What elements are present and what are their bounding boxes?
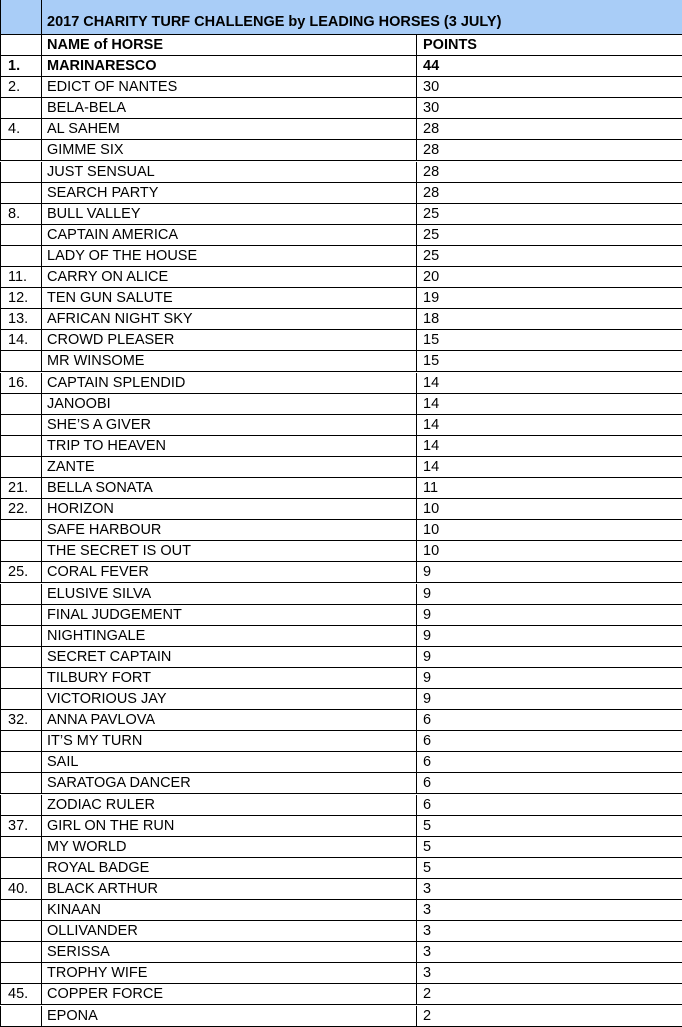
horse-name-cell: CROWD PLEASER (42, 330, 417, 350)
rank-cell (0, 351, 42, 371)
header-name: NAME of HORSE (42, 35, 417, 55)
rank-cell: 4. (0, 119, 42, 139)
table-row (0, 373, 682, 394)
table-row (0, 837, 682, 858)
rank-cell (0, 731, 42, 751)
horse-name-cell: IT’S MY TURN (42, 731, 417, 751)
table-row (0, 710, 682, 731)
horse-name-cell: CAPTAIN SPLENDID (42, 373, 417, 393)
table-row (0, 499, 682, 520)
rank-cell: 32. (0, 710, 42, 730)
points-cell: 10 (423, 522, 440, 539)
table-row (0, 963, 682, 984)
rank-cell (0, 520, 42, 540)
horse-name-cell: MR WINSOME (42, 351, 417, 371)
points-cell: 11 (423, 480, 439, 496)
rank-cell: 16. (0, 373, 42, 393)
points-cell: 14 (423, 374, 440, 391)
rank-cell (0, 140, 42, 160)
table-row (0, 415, 682, 436)
horse-name-cell: MY WORLD (42, 837, 417, 857)
horse-name-cell: THE SECRET IS OUT (42, 541, 417, 561)
points-cell: 10 (423, 501, 440, 518)
table-row (0, 900, 682, 921)
horse-name-cell: ANNA PAVLOVA (42, 710, 417, 730)
horse-name-cell: GIMME SIX (42, 140, 417, 160)
table-row (0, 351, 682, 372)
rank-cell (0, 689, 42, 709)
table-row (0, 457, 682, 478)
table-row (0, 309, 682, 330)
table-row (0, 98, 682, 119)
horse-name-cell: JANOOBI (42, 394, 417, 414)
points-cell: 14 (423, 458, 440, 475)
table-row (0, 921, 682, 942)
title-row (0, 0, 682, 35)
rank-cell (0, 1006, 42, 1026)
rank-cell (0, 921, 42, 941)
horse-name-cell: SARATOGA DANCER (42, 773, 417, 793)
table-row (0, 605, 682, 626)
points-cell: 6 (423, 754, 432, 771)
table-row (0, 816, 682, 837)
rank-cell (0, 162, 42, 182)
rank-cell (0, 225, 42, 245)
horse-name-cell: SAFE HARBOUR (42, 520, 417, 540)
rank-cell (0, 752, 42, 772)
points-cell: 44 (423, 58, 440, 74)
points-cell: 15 (423, 332, 440, 349)
rank-cell (0, 394, 42, 414)
points-cell: 9 (423, 669, 432, 686)
rank-cell (0, 415, 42, 435)
horse-name-cell: VICTORIOUS JAY (42, 689, 417, 709)
rank-cell: 14. (0, 330, 42, 350)
table-title: 2017 CHARITY TURF CHALLENGE by LEADING HORSES (3 JULY) (47, 14, 502, 30)
table-row (0, 858, 682, 879)
horse-name-cell: AL SAHEM (42, 119, 417, 139)
rank-cell: 8. (0, 204, 42, 224)
rank-cell (0, 98, 42, 118)
table-row (0, 773, 682, 794)
horse-name-cell: TROPHY WIFE (42, 963, 417, 983)
points-cell: 18 (423, 311, 440, 328)
title-corner-cell (0, 0, 42, 35)
horse-name-cell: KINAAN (42, 900, 417, 920)
horse-name-cell: NIGHTINGALE (42, 626, 417, 646)
points-cell: 14 (423, 395, 440, 412)
table-row (0, 225, 682, 246)
header-points: POINTS (423, 37, 477, 53)
rank-cell (0, 795, 42, 815)
points-cell: 28 (423, 184, 440, 201)
points-cell: 25 (423, 226, 440, 243)
horse-name-cell: GIRL ON THE RUN (42, 816, 417, 836)
horse-name-cell: BELLA SONATA (42, 478, 417, 498)
horse-name-cell: AFRICAN NIGHT SKY (42, 309, 417, 329)
rank-cell (0, 942, 42, 962)
horse-name-cell: SEARCH PARTY (42, 183, 417, 203)
table-row (0, 56, 682, 77)
table-row (0, 668, 682, 689)
rank-cell (0, 436, 42, 456)
rank-cell (0, 858, 42, 878)
horse-name-cell: CARRY ON ALICE (42, 267, 417, 287)
points-cell: 3 (423, 944, 432, 961)
horse-name-cell: HORIZON (42, 499, 417, 519)
points-cell: 28 (423, 121, 440, 138)
horse-name-cell: ZODIAC RULER (42, 795, 417, 815)
rank-cell (0, 541, 42, 561)
table-row (0, 394, 682, 415)
table-row (0, 520, 682, 541)
points-cell: 6 (423, 796, 432, 813)
table-row (0, 647, 682, 668)
points-cell: 20 (423, 269, 440, 285)
points-cell: 9 (423, 648, 432, 665)
rank-cell: 11. (0, 267, 42, 287)
rank-cell (0, 647, 42, 667)
horse-name-cell: SAIL (42, 752, 417, 772)
points-cell: 15 (423, 353, 440, 370)
rank-cell: 45. (0, 984, 42, 1004)
horse-name-cell: OLLIVANDER (42, 921, 417, 941)
table-row (0, 183, 682, 204)
table-row (0, 752, 682, 773)
points-cell: 30 (423, 100, 440, 117)
rank-cell (0, 457, 42, 477)
table-row (0, 541, 682, 562)
horse-name-cell: JUST SENSUAL (42, 162, 417, 182)
table-row (0, 731, 682, 752)
table-row (0, 436, 682, 457)
horse-name-cell: LADY OF THE HOUSE (42, 246, 417, 266)
horse-name-cell: BELA-BELA (42, 98, 417, 118)
horse-name-cell: SHE’S A GIVER (42, 415, 417, 435)
rank-cell (0, 900, 42, 920)
table-row (0, 1006, 682, 1027)
rank-cell (0, 246, 42, 266)
rank-cell (0, 584, 42, 604)
table-row (0, 795, 682, 816)
table-row (0, 562, 682, 583)
rank-cell: 12. (0, 288, 42, 308)
rank-cell: 37. (0, 816, 42, 836)
table-row (0, 246, 682, 267)
horse-name-cell: BULL VALLEY (42, 204, 417, 224)
points-cell: 25 (423, 205, 440, 222)
horse-name-cell: COPPER FORCE (42, 984, 417, 1004)
rank-cell (0, 668, 42, 688)
points-cell: 6 (423, 775, 432, 792)
points-cell: 30 (423, 79, 440, 96)
points-cell: 9 (423, 564, 432, 581)
rank-cell: 21. (0, 478, 42, 498)
table-row (0, 984, 682, 1005)
table-row (0, 879, 682, 900)
rank-cell (0, 837, 42, 857)
horse-name-cell: EDICT OF NANTES (42, 77, 417, 97)
header-rank-cell (0, 35, 42, 55)
horse-name-cell: CORAL FEVER (42, 562, 417, 582)
horse-name-cell: SECRET CAPTAIN (42, 647, 417, 667)
table-row (0, 330, 682, 351)
rank-cell (0, 605, 42, 625)
points-cell: 3 (423, 902, 432, 918)
points-cell: 9 (423, 585, 432, 602)
horse-name-cell: ZANTE (42, 457, 417, 477)
header-row (0, 35, 682, 56)
rank-cell: 2. (0, 77, 42, 97)
table-row (0, 267, 682, 288)
horse-name-cell: MARINARESCO (42, 56, 417, 76)
points-cell: 9 (423, 627, 432, 644)
points-cell: 10 (423, 543, 440, 560)
rank-cell: 13. (0, 309, 42, 329)
horse-name-cell: EPONA (42, 1006, 417, 1026)
horse-name-cell: TRIP TO HEAVEN (42, 436, 417, 456)
points-cell: 14 (423, 416, 440, 433)
points-cell: 25 (423, 247, 440, 264)
table-row (0, 626, 682, 647)
table-row (0, 119, 682, 140)
horse-name-cell: TEN GUN SALUTE (42, 288, 417, 308)
points-cell: 9 (423, 606, 432, 623)
rank-cell (0, 963, 42, 983)
rank-cell (0, 183, 42, 203)
points-cell: 2 (423, 986, 432, 1003)
table-row (0, 689, 682, 710)
points-cell: 6 (423, 712, 432, 729)
table-row (0, 584, 682, 605)
horse-name-cell: ELUSIVE SILVA (42, 584, 417, 604)
points-cell: 3 (423, 923, 432, 940)
rank-cell: 1. (0, 56, 42, 76)
horse-name-cell: BLACK ARTHUR (42, 879, 417, 899)
horse-name-cell: ROYAL BADGE (42, 858, 417, 878)
points-cell: 28 (423, 142, 440, 159)
horse-name-cell: TILBURY FORT (42, 668, 417, 688)
horse-name-cell: FINAL JUDGEMENT (42, 605, 417, 625)
rank-cell: 25. (0, 562, 42, 582)
points-cell: 5 (423, 859, 432, 876)
points-cell: 9 (423, 691, 432, 707)
table-row (0, 204, 682, 225)
points-cell: 5 (423, 838, 432, 855)
points-cell: 5 (423, 817, 432, 834)
rank-cell: 40. (0, 879, 42, 899)
points-cell: 6 (423, 733, 432, 750)
points-cell: 3 (423, 880, 432, 897)
table-row (0, 478, 682, 499)
table-row (0, 288, 682, 309)
table-row (0, 77, 682, 98)
rank-cell: 22. (0, 499, 42, 519)
table-row (0, 942, 682, 963)
points-cell: 2 (423, 1007, 432, 1024)
table-row (0, 140, 682, 161)
points-cell: 14 (423, 437, 440, 454)
table-row (0, 162, 682, 183)
horse-name-cell: SERISSA (42, 942, 417, 962)
points-cell: 19 (423, 290, 440, 307)
points-cell: 3 (423, 965, 432, 982)
rank-cell (0, 773, 42, 793)
rank-cell (0, 626, 42, 646)
horse-name-cell: CAPTAIN AMERICA (42, 225, 417, 245)
points-cell: 28 (423, 163, 440, 180)
